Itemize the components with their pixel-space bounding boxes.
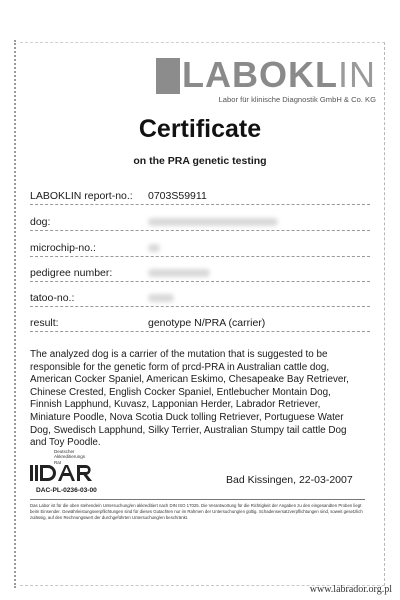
dar-seal-caption-line: Rat xyxy=(54,459,62,465)
report-number-row xyxy=(30,183,370,205)
microchip-redacted xyxy=(148,244,160,252)
accreditation-code: DAC-PL-0236-03-00 xyxy=(36,487,97,494)
pedigree-redacted xyxy=(148,269,210,277)
tatoo-row xyxy=(30,285,370,307)
legal-disclaimer: Das Labor ist für die oben stehende/n Untersuchung/en akkreditiert nach DIN ISO 17025. Die Verantwortung für die Richtigkeit der Angaben zu den eingesandten Proben liegt beim Einsender. Gewährleistungsverpflichtungen sind für dieses Gutachten nur im Rahmen der Untersuchung/en gültig. Schadensersatzverpflichtungen sind, soweit gesetzlich zulässig, auf den Rechnungswert der durchgeführten Untersuchung/en beschränkt. xyxy=(30,503,363,520)
dog-row xyxy=(30,209,370,231)
microchip-label: microchip-no.: xyxy=(30,242,96,254)
certificate-subtitle: on the PRA genetic testing xyxy=(133,155,267,167)
tatoo-label: tatoo-no.: xyxy=(30,292,75,304)
dog-name-redacted xyxy=(148,218,278,226)
certificate-title: Certificate xyxy=(138,115,262,143)
pedigree-row xyxy=(30,260,370,282)
dar-logo-icon xyxy=(30,463,96,483)
place-and-date: Bad Kissingen, 22-03-2007 xyxy=(226,474,353,486)
microchip-row xyxy=(30,235,370,257)
dar-seal-caption-line: Akkreditierungs xyxy=(54,454,86,460)
logo-bar-icon xyxy=(156,58,180,94)
website-watermark: www.labrador.org.pl xyxy=(309,584,392,595)
logo-wordmark-thin: IN xyxy=(338,54,376,95)
result-label: result: xyxy=(30,317,59,329)
logo-mark xyxy=(156,56,376,94)
report-number-value: 0703S59911 xyxy=(148,190,207,202)
dog-label: dog: xyxy=(30,216,51,228)
laboklin-logo xyxy=(156,56,376,104)
tatoo-redacted xyxy=(148,294,174,302)
report-number-label: LABOKLIN report-no.: xyxy=(30,190,133,202)
result-value: genotype N/PRA (carrier) xyxy=(148,317,266,329)
dar-seal-caption-line: Deutscher xyxy=(54,449,75,454)
logo-wordmark xyxy=(182,56,376,94)
footer-divider xyxy=(30,499,365,500)
result-row xyxy=(30,310,370,332)
result-statement: The analyzed dog is a carrier of the mutation that is suggested to be responsible for the genetic form of prcd-PRA in Australian cattle dog, American Cocker Spaniel, American Eskimo, Chesapeake Bay Retriever, Chinese Crested, English Cocker Spaniel, Entlebucher Montain Dog, Finnish Lapphund, Kuvasz, Lapponian Herder, Labrador Retriever, Miniature Poodle, Nova Scotia Duck tolling Retriever, Portuguese Water Dog, Swedisch Lapphund, Silky Terrier, Australian Stumpy tail cattle Dog and Toy Poodle. xyxy=(30,349,349,449)
logo-subtitle: Labor für klinische Diagnostik GmbH & Co. KG xyxy=(218,95,376,104)
logo-wordmark-bold: LABOKL xyxy=(182,54,338,95)
dar-accreditation-seal xyxy=(30,449,96,483)
pedigree-label: pedigree number: xyxy=(30,267,113,279)
